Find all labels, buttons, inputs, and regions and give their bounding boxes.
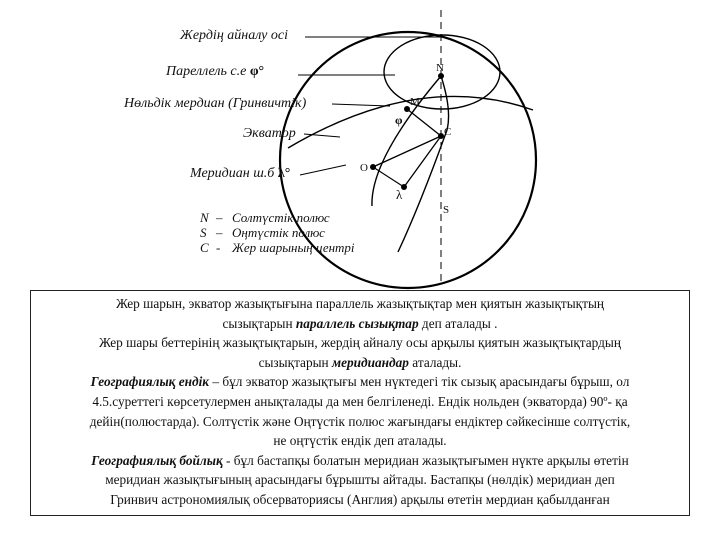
meridian-label-prefix: Меридиан xyxy=(190,166,250,181)
text-span: аталады. xyxy=(408,354,462,370)
text-line xyxy=(37,451,683,471)
phi-letter: φ xyxy=(395,113,403,127)
lambda-degree-symbol: λ° xyxy=(277,166,291,181)
legend-row-center xyxy=(200,240,355,255)
text-span: сызықтарын xyxy=(258,354,332,370)
legend-key: C xyxy=(200,240,209,255)
term-longitude: Географиялық бойлық xyxy=(91,452,223,468)
definitions-text-box xyxy=(30,290,690,516)
legend-dash: – xyxy=(216,210,223,225)
text-line xyxy=(37,353,683,373)
term-parallel-lines: параллель сызықтар xyxy=(295,315,419,331)
meridian-label xyxy=(190,166,290,182)
point-meridian-line xyxy=(398,76,452,252)
parallel-label-prefix: Пареллель xyxy=(166,64,227,79)
north-pole-letter: N xyxy=(436,62,444,74)
equator-arc-segment xyxy=(373,167,404,187)
meridian-label-letters: ш.б xyxy=(253,166,275,181)
text-line: Жер шарын, экватор жазықтығына параллель жазықтықтар мен қиятын жазықтықтың xyxy=(116,296,604,311)
equator-label: Экватор xyxy=(243,126,296,141)
meridian-leader xyxy=(300,165,346,175)
text-line xyxy=(37,372,683,392)
phi-degree-symbol: φ° xyxy=(249,64,265,79)
term-latitude: Географиялық ендік xyxy=(90,374,210,390)
point-o xyxy=(370,164,376,170)
text-line xyxy=(37,314,683,334)
text-span: – бұл экватор жазықтығы мен нүктедегі тік сызық арасындағы бұрыш, ол xyxy=(209,374,630,390)
radius-to-m xyxy=(407,109,441,136)
text-line: меридиан жазықтығының арасындағы бұрышты айтады. Бастапқы (нөлдік) меридиан деп xyxy=(105,472,615,488)
term-meridians: меридиандар xyxy=(331,354,409,370)
m-letter: M xyxy=(410,96,420,108)
legend-text: Оңтүстік полюс xyxy=(232,225,325,240)
text-line: Гринвич астрономиялық обсерваториясы (Англия) арқылы өтетін мердиан қабылданған xyxy=(110,491,610,507)
legend-dash: - xyxy=(216,240,221,255)
text-span: сызықтарын xyxy=(222,315,296,331)
axis-label: Жердің айналу осі xyxy=(180,28,288,43)
south-pole-letter: S xyxy=(443,204,450,216)
legend-key: S xyxy=(200,225,207,240)
legend-row-south xyxy=(200,225,355,240)
text-line: 4.5.суреттегі көрсетулермен анықталады да мен белгіленеді. Ендік нольден (экваторда) 90º- қа xyxy=(92,393,628,409)
text-line: Жер шары беттерінің жазықтықтарын, жердің айналу осы арқылы қиятын жазықтықтардың xyxy=(99,335,621,351)
legend xyxy=(200,210,355,255)
parallel-label xyxy=(166,64,264,80)
legend-row-north xyxy=(200,210,355,225)
zero-meridian-leader xyxy=(332,104,390,106)
legend-text: Солтүстік полюс xyxy=(232,210,330,225)
text-span: деп аталады . xyxy=(418,315,498,331)
lambda-letter: λ xyxy=(396,187,403,202)
o-letter: O xyxy=(360,162,368,174)
legend-text: Жер шарының центрі xyxy=(232,240,355,255)
text-line: дейін(полюстарда). Солтүстік және Оңтүстік полюс жағындағы ендіктер сәйкесінше солтүстік, xyxy=(89,413,631,429)
parallel-label-letters: с.е xyxy=(230,64,247,79)
radius-to-o xyxy=(373,136,441,167)
center-letter: C xyxy=(444,126,452,138)
zero-meridian-label: Нөльдік мердиан (Гринвичтік) xyxy=(124,96,307,111)
text-line: не оңтүстік ендік деп аталады. xyxy=(273,433,447,449)
legend-key: N xyxy=(200,210,209,225)
text-span: - бұл бастапқы болатын меридиан жазықтығымен нүкте арқылы өтетін xyxy=(222,452,629,468)
legend-dash: – xyxy=(216,225,223,240)
